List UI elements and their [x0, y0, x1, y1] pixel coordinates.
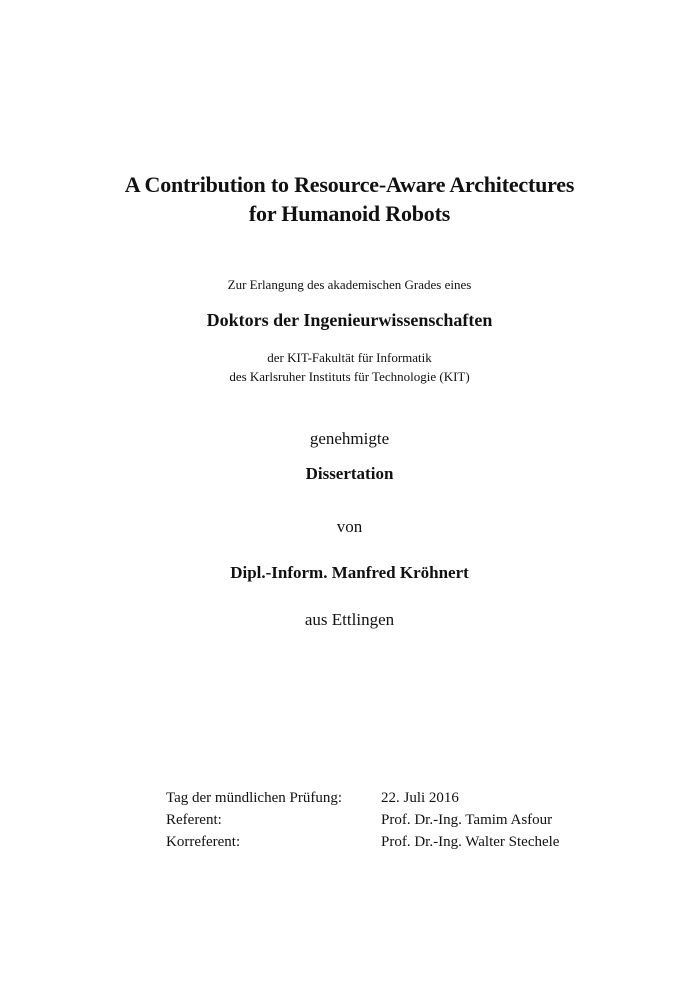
examination-info: [166, 787, 626, 853]
faculty-line-2: des Karlsruher Instituts für Technologie (KIT): [229, 369, 470, 384]
dissertation-title: [0, 170, 699, 228]
faculty-line-1: der KIT-Fakultät für Informatik: [267, 350, 432, 365]
referent-label: Referent:: [166, 812, 222, 828]
author-origin: aus Ettlingen: [304, 610, 395, 629]
exam-date-row: [166, 787, 626, 809]
document-type: Dissertation: [305, 464, 394, 483]
exam-date-label: Tag der mündlichen Prüfung:: [166, 790, 342, 806]
approved-label: genehmigte: [309, 429, 390, 448]
co-referent-row: [166, 831, 626, 853]
co-referent-value: Prof. Dr.-Ing. Walter Stechele: [381, 834, 560, 850]
title-line-2: for Humanoid Robots: [248, 201, 451, 226]
author-name: Dipl.-Inform. Manfred Kröhnert: [230, 563, 469, 582]
title-line-1: A Contribution to Resource-Aware Architectures: [124, 172, 575, 197]
referent-value: Prof. Dr.-Ing. Tamim Asfour: [381, 812, 553, 828]
faculty-info: [0, 348, 699, 386]
exam-date-value: 22. Juli 2016: [381, 790, 459, 806]
by-label: von: [336, 517, 363, 536]
degree-name: Doktors der Ingenieurwissenschaften: [206, 310, 493, 330]
degree-intro: Zur Erlangung des akademischen Grades eines: [227, 277, 472, 292]
referent-row: [166, 809, 626, 831]
co-referent-label: Korreferent:: [166, 834, 241, 850]
